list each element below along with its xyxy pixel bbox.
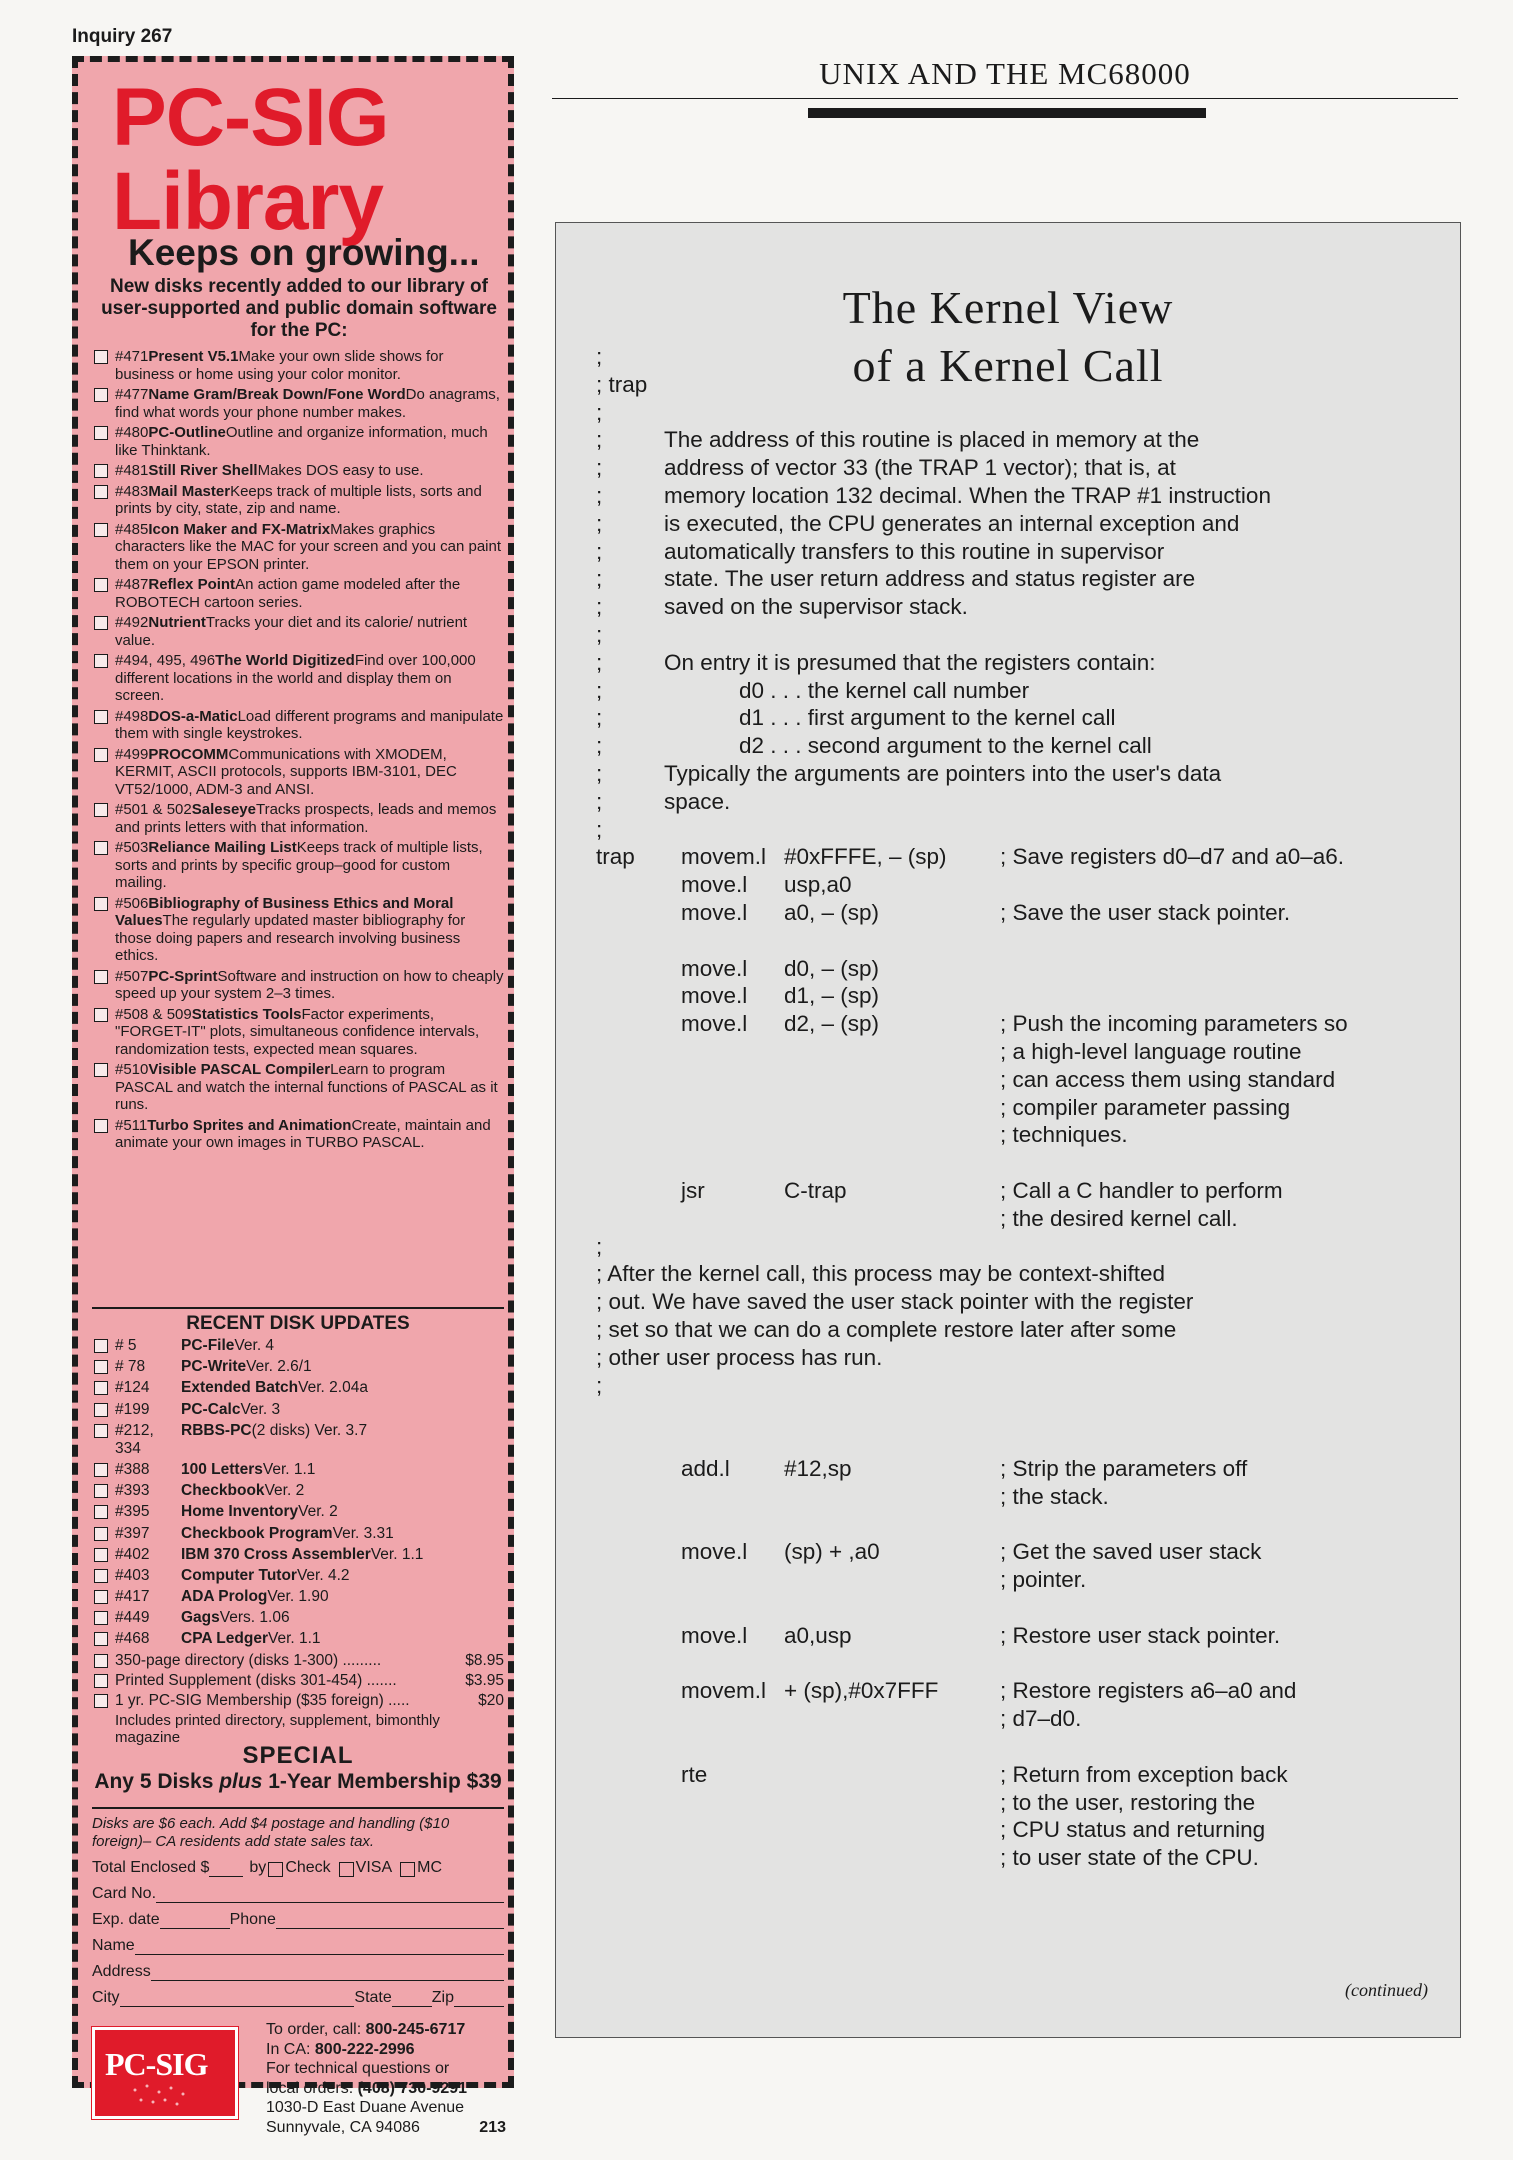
code-comment: ; Strip the parameters off <box>1000 1456 1248 1481</box>
update-item <box>94 1609 504 1627</box>
program-item <box>94 746 504 799</box>
code-comment: ; Push the incoming parameters so <box>1000 1011 1348 1037</box>
program-text: #506Bibliography of Business Ethics and Moral ValuesThe regularly updated master bibliography for those doing papers and research involving business ethics. <box>115 894 466 964</box>
update-num: #417 <box>115 1588 150 1606</box>
code-operand: d2, – (sp) <box>784 1011 880 1037</box>
update-checkbox[interactable] <box>94 1632 108 1646</box>
listing-mid-comment: ; other user process has run. <box>596 1344 883 1370</box>
program-item <box>94 348 504 383</box>
update-checkbox[interactable] <box>94 1611 108 1625</box>
program-item <box>94 424 504 459</box>
listing-comment-marker: ; <box>596 399 603 425</box>
update-checkbox[interactable] <box>94 1527 108 1541</box>
update-name: Home InventoryVer. 2 <box>181 1503 338 1521</box>
update-checkbox[interactable] <box>94 1403 108 1417</box>
listing-comment-marker: ; <box>596 705 603 731</box>
code-comment: ; Get the saved user stack <box>1000 1539 1262 1565</box>
update-name: RBBS-PC(2 disks) Ver. 3.7 <box>181 1421 368 1439</box>
code-operand: (sp) + ,a0 <box>784 1539 880 1565</box>
listing-comment-text: Typically the arguments are pointers into the user's data <box>664 761 1222 786</box>
exp-line: Exp. date Phone <box>92 1911 504 1929</box>
update-name: PC-FileVer. 4 <box>181 1337 275 1354</box>
listing-comment-marker: ; <box>596 788 603 814</box>
listing-comment-marker: ; <box>596 594 603 620</box>
code-comment: ; d7–d0. <box>1000 1706 1082 1732</box>
listing-comment-marker: ; <box>596 538 603 564</box>
code-opcode: move.l <box>681 1011 748 1037</box>
update-item <box>94 1337 504 1355</box>
update-num: #199 <box>115 1400 150 1418</box>
code-comment: ; a high-level language routine <box>1000 1039 1302 1064</box>
program-item <box>94 801 504 836</box>
program-item <box>94 1061 504 1114</box>
listing-comment-marker: ; trap <box>596 371 648 397</box>
update-item <box>94 1546 504 1564</box>
listing-title: The Kernel View of a Kernel Call <box>842 282 1174 391</box>
program-text: #477Name Gram/Break Down/Fone WordDo anagrams, find what words your phone number makes. <box>115 386 500 421</box>
program-item <box>94 1006 504 1059</box>
price-item <box>94 1692 504 1710</box>
update-name: Extended BatchVer. 2.04a <box>181 1379 368 1397</box>
page-code: 213 <box>479 2118 506 2136</box>
price-item <box>94 1672 504 1690</box>
visa-checkbox[interactable] <box>339 1862 354 1877</box>
program-item <box>94 1117 504 1152</box>
code-operand: usp,a0 <box>784 872 852 898</box>
ad-title-line1: PC-SIG <box>112 72 389 163</box>
update-item <box>94 1422 504 1458</box>
update-checkbox[interactable] <box>94 1590 108 1604</box>
code-label: trap <box>596 844 635 870</box>
update-item <box>94 1525 504 1543</box>
pc-sig-ad <box>72 56 514 2136</box>
price-label: Printed Supplement (disks 301-454) ....... <box>115 1671 397 1689</box>
pc-sig-logo: PC-SIG <box>92 2027 238 2119</box>
zip-input[interactable] <box>454 1990 504 2007</box>
code-opcode: movem.l <box>681 844 767 870</box>
program-text: #485Icon Maker and FX-MatrixMakes graphics characters like the MAC for your screen and you can paint them on your EPSON printer. <box>115 520 502 573</box>
card-line: Card No. <box>92 1885 504 1903</box>
listing-comment-marker: ; <box>596 649 603 675</box>
page-header: UNIX AND THE MC68000 <box>819 56 1191 91</box>
update-checkbox[interactable] <box>94 1484 108 1498</box>
updates-title: RECENT DISK UPDATES <box>92 1307 504 1335</box>
update-num: #388 <box>115 1460 150 1478</box>
program-text: #499PROCOMMCommunications with XMODEM, KERMIT, ASCII protocols, supports IBM-3101, DEC VT52/1000, ADM-3 and ANSI. <box>115 745 457 798</box>
code-operand: #12,sp <box>784 1456 852 1481</box>
code-operand: #0xFFFE, – (sp) <box>784 844 947 870</box>
code-comment: ; Save the user stack pointer. <box>1000 900 1291 925</box>
membership-note: Includes printed directory, supplement, bimonthly magazine <box>115 1711 440 1746</box>
program-checkbox[interactable] <box>94 897 108 911</box>
listing-comment-marker: ; <box>596 761 603 786</box>
state-input[interactable] <box>392 1990 432 2007</box>
listing-comment-marker: ; <box>596 816 603 842</box>
program-checkbox[interactable] <box>94 388 108 402</box>
program-item <box>94 895 504 965</box>
update-num: #393 <box>115 1482 150 1500</box>
exp-input[interactable] <box>160 1912 230 1929</box>
program-item <box>94 968 504 1003</box>
price-value: $20 <box>478 1691 504 1709</box>
code-opcode: move.l <box>681 900 748 925</box>
code-opcode: move.l <box>681 872 748 898</box>
listing-comment-text: is executed, the CPU generates an internal exception and <box>664 510 1240 536</box>
program-text: #487Reflex PointAn action game modeled after the ROBOTECH cartoon series. <box>115 576 461 611</box>
update-name: PC-WriteVer. 2.6/1 <box>181 1358 312 1376</box>
price-value: $8.95 <box>465 1651 504 1669</box>
update-checkbox[interactable] <box>94 1360 108 1374</box>
program-checkbox[interactable] <box>94 710 108 724</box>
listing-box <box>555 222 1461 2038</box>
code-comment: ; Restore registers a6–a0 and <box>1000 1678 1297 1704</box>
header-rule <box>552 98 1458 99</box>
code-opcode: add.l <box>681 1456 730 1481</box>
program-item <box>94 576 504 611</box>
program-item <box>94 386 504 421</box>
code-opcode: movem.l <box>681 1678 767 1704</box>
listing-comment-text: d0 . . . the kernel call number <box>664 677 1030 703</box>
update-name: GagsVers. 1.06 <box>181 1609 290 1627</box>
code-operand: a0, – (sp) <box>784 900 880 925</box>
price-label: 350-page directory (disks 1-300) ......... <box>115 1651 382 1669</box>
listing-mid-comment: ; <box>596 1372 603 1398</box>
code-comment: ; Return from exception back <box>1000 1761 1288 1787</box>
code-comment: ; the stack. <box>1000 1483 1109 1509</box>
program-text: #501 & 502SaleseyeTracks prospects, leads and memos and prints letters with that information. <box>115 801 497 836</box>
order-form <box>92 1807 504 2015</box>
listing-mid-comment: ; out. We have saved the user stack pointer with the register <box>596 1289 1194 1315</box>
name-line: Name <box>92 1937 504 1955</box>
listing-comment-marker: ; <box>596 566 603 592</box>
update-checkbox[interactable] <box>94 1463 108 1477</box>
program-item <box>94 462 504 480</box>
continued-note: (continued) <box>1345 1980 1428 2000</box>
program-item <box>94 614 504 649</box>
update-item <box>94 1358 504 1376</box>
code-comment: ; Call a C handler to perform <box>1000 1178 1283 1203</box>
program-checkbox[interactable] <box>94 803 108 817</box>
update-checkbox[interactable] <box>94 1548 108 1562</box>
update-name: CPA LedgerVer. 1.1 <box>181 1630 321 1648</box>
listing-mid-comment: ; <box>596 1233 603 1259</box>
program-item <box>94 521 504 574</box>
update-checkbox[interactable] <box>94 1424 108 1438</box>
code-comment: ; Restore user stack pointer. <box>1000 1622 1281 1648</box>
update-name: Checkbook ProgramVer. 3.31 <box>181 1524 394 1542</box>
program-checkbox[interactable] <box>94 578 108 592</box>
update-item <box>94 1567 504 1585</box>
update-name: PC-CalcVer. 3 <box>181 1400 281 1418</box>
update-num: # 5 <box>115 1337 137 1354</box>
listing-comment-text: The address of this routine is placed in memory at the <box>664 427 1200 453</box>
update-num: #395 <box>115 1503 150 1521</box>
card-input[interactable] <box>156 1886 504 1903</box>
program-text: #483Mail MasterKeeps track of multiple lists, sorts and prints by city, state, zip and name. <box>115 482 482 517</box>
ad-title-line2: Library <box>112 156 383 247</box>
special-offer-text: Any 5 Disks plus 1-Year Membership $39 <box>94 1770 502 1793</box>
program-checkbox[interactable] <box>94 1063 108 1077</box>
address-input[interactable] <box>151 1964 504 1981</box>
code-operand: a0,usp <box>784 1622 852 1648</box>
program-text: #481Still River ShellMakes DOS easy to use. <box>115 462 424 479</box>
code-comment: ; CPU status and returning <box>1000 1817 1266 1843</box>
program-text: #507PC-SprintSoftware and instruction on how to cheaply speed up your system 2–3 times. <box>115 967 504 1002</box>
code-operand: d0, – (sp) <box>784 955 880 981</box>
program-checkbox[interactable] <box>94 970 108 984</box>
price-value: $3.95 <box>465 1671 504 1689</box>
listing-comment-text: d2 . . . second argument to the kernel call <box>664 733 1152 759</box>
update-num: #397 <box>115 1524 150 1542</box>
update-checkbox[interactable] <box>94 1381 108 1395</box>
listing-comment-text: memory location 132 decimal. When the TRAP #1 instruction <box>664 483 1271 508</box>
listing-comment-text: saved on the supervisor stack. <box>664 594 968 620</box>
program-checkbox[interactable] <box>94 616 108 630</box>
update-num: # 78 <box>115 1358 146 1376</box>
code-comment: ; to the user, restoring the <box>1000 1789 1256 1815</box>
program-checkbox[interactable] <box>94 350 108 364</box>
listing-comment-marker: ; <box>596 427 603 453</box>
listing-comment-marker: ; <box>596 622 603 647</box>
program-checkbox[interactable] <box>94 464 108 478</box>
listing-comment-marker: ; <box>596 344 603 369</box>
update-num: #449 <box>115 1609 150 1627</box>
update-num: #212, 334 <box>115 1421 154 1457</box>
city-line: City State Zip <box>92 1989 504 2007</box>
total-line: Total Enclosed $ by Check VISA MC <box>92 1859 443 1876</box>
code-operand: + (sp),#0x7FFF <box>784 1678 939 1704</box>
update-name: 100 LettersVer. 1.1 <box>181 1460 316 1478</box>
update-item <box>94 1379 504 1397</box>
program-item <box>94 483 504 518</box>
program-text: #511Turbo Sprites and AnimationCreate, maintain and animate your own images in TURBO PASCAL. <box>115 1116 491 1151</box>
code-operand: d1, – (sp) <box>784 983 880 1009</box>
program-checkbox[interactable] <box>94 1008 108 1022</box>
update-name: CheckbookVer. 2 <box>181 1482 305 1500</box>
price-item <box>94 1652 504 1670</box>
program-item <box>94 839 504 892</box>
inquiry-number: Inquiry 267 <box>72 26 173 47</box>
program-text: #480PC-OutlineOutline and organize information, much like Thinktank. <box>115 424 488 459</box>
update-num: #402 <box>115 1545 150 1563</box>
name-input[interactable] <box>135 1938 504 1955</box>
mc-checkbox[interactable] <box>400 1862 415 1877</box>
update-checkbox[interactable] <box>94 1569 108 1583</box>
listing-comment-marker: ; <box>596 510 603 536</box>
program-checkbox[interactable] <box>94 654 108 668</box>
update-checkbox[interactable] <box>94 1505 108 1519</box>
code-opcode: move.l <box>681 955 748 981</box>
code-comment: ; the desired kernel call. <box>1000 1205 1238 1231</box>
code-comment: ; techniques. <box>1000 1122 1128 1148</box>
code-opcode: move.l <box>681 983 748 1009</box>
listing-mid-comment: ; After the kernel call, this process may be context-shifted <box>596 1261 1166 1287</box>
special-offer <box>92 1742 504 1794</box>
program-text: #510Visible PASCAL CompilerLearn to program PASCAL and watch the internal functions of PASCAL as it runs. <box>115 1061 498 1113</box>
city-input[interactable] <box>120 1990 355 2007</box>
price-checkbox[interactable] <box>94 1674 108 1688</box>
update-name: Computer TutorVer. 4.2 <box>181 1566 350 1584</box>
listing-comment-marker: ; <box>596 733 603 759</box>
address-line: Address <box>92 1963 504 1981</box>
program-text: #508 & 509Statistics ToolsFactor experiments, "FORGET-IT" plots, simultaneous confidence intervals, randomization tests, expected mean squares. <box>115 1005 480 1058</box>
program-item <box>94 652 504 705</box>
logo-dots-icon <box>95 2030 235 2116</box>
price-checkbox[interactable] <box>94 1654 108 1668</box>
update-checkbox[interactable] <box>94 1339 108 1353</box>
program-text: #498DOS-a-MaticLoad different programs and manipulate them with single keystrokes. <box>115 707 504 742</box>
listing-comment-marker: ; <box>596 483 603 508</box>
total-input[interactable] <box>209 1860 243 1877</box>
update-name: ADA PrologVer. 1.90 <box>181 1588 329 1606</box>
ad-subtitle: Keeps on growing... <box>128 232 480 273</box>
program-checkbox[interactable] <box>94 748 108 762</box>
code-opcode: move.l <box>681 1622 748 1648</box>
code-operand: C-trap <box>784 1178 847 1203</box>
update-item <box>94 1461 504 1479</box>
update-num: #124 <box>115 1379 150 1397</box>
program-checkbox[interactable] <box>94 485 108 499</box>
program-checkbox[interactable] <box>94 841 108 855</box>
ad-intro: New disks recently added to our library of user-supported and public domain software for the PC: <box>101 276 497 341</box>
code-comment: ; Save registers d0–d7 and a0–a6. <box>1000 844 1344 870</box>
code-comment: ; pointer. <box>1000 1567 1087 1593</box>
update-item <box>94 1630 504 1648</box>
update-item <box>94 1482 504 1500</box>
program-text: #471Present V5.1Make your own slide shows for business or home using your color monitor. <box>115 348 444 383</box>
price-label: 1 yr. PC-SIG Membership ($35 foreign) ..... <box>115 1691 410 1709</box>
code-comment: ; can access them using standard <box>1000 1066 1336 1092</box>
special-title: SPECIAL <box>242 1742 354 1769</box>
program-item <box>94 708 504 743</box>
code-comment: ; compiler parameter passing <box>1000 1094 1291 1120</box>
code-comment: ; to user state of the CPU. <box>1000 1845 1259 1871</box>
phone-input[interactable] <box>276 1912 504 1929</box>
code-opcode: jsr <box>681 1178 705 1203</box>
order-info: To order, call: 800-245-6717 In CA: 800-222-2996 For technical questions or local orders: (408) 730-9291 1030-D East Duane Avenue Sunnyvale, CA 94086 213 <box>266 2021 506 2136</box>
ad-title <box>112 72 389 247</box>
program-text: #494, 495, 496The World DigitizedFind over 100,000 different locations in the world and display them on screen. <box>115 652 476 704</box>
code-opcode: rte <box>681 1761 708 1787</box>
check-checkbox[interactable] <box>268 1862 283 1877</box>
listing-comment-text: d1 . . . first argument to the kernel call <box>664 705 1116 731</box>
update-item <box>94 1401 504 1419</box>
updates-list <box>94 1337 504 1746</box>
program-text: #492NutrientTracks your diet and its calorie/ nutrient value. <box>115 614 468 649</box>
listing-comment-marker: ; <box>596 677 603 703</box>
code-opcode: move.l <box>681 1539 748 1565</box>
program-checkbox[interactable] <box>94 1119 108 1133</box>
update-item <box>94 1503 504 1521</box>
program-checkbox[interactable] <box>94 426 108 440</box>
header-bar <box>808 108 1206 118</box>
update-name: IBM 370 Cross AssemblerVer. 1.1 <box>181 1545 424 1563</box>
program-list <box>94 348 504 1155</box>
price-checkbox[interactable] <box>94 1694 108 1708</box>
listing-comment-text: space. <box>664 788 731 814</box>
terms-text: Disks are $6 each. Add $4 postage and handling ($10 foreign)– CA residents add state sales tax. <box>92 1815 450 1850</box>
listing-comment-marker: ; <box>596 455 603 481</box>
listing-comment-text: state. The user return address and status register are <box>664 566 1196 592</box>
program-checkbox[interactable] <box>94 523 108 537</box>
listing-comment-text: address of vector 33 (the TRAP 1 vector); that is, at <box>664 455 1176 481</box>
update-num: #468 <box>115 1630 150 1648</box>
program-text: #503Reliance Mailing ListKeeps track of multiple lists, sorts and prints by specific group–good for custom mailing. <box>115 839 483 891</box>
update-item <box>94 1588 504 1606</box>
update-num: #403 <box>115 1566 150 1584</box>
listing-comment-text: On entry it is presumed that the registers contain: <box>664 649 1156 675</box>
listing-mid-comment: ; set so that we can do a complete restore later after some <box>596 1317 1177 1342</box>
listing-comment-text: automatically transfers to this routine in supervisor <box>664 538 1165 564</box>
